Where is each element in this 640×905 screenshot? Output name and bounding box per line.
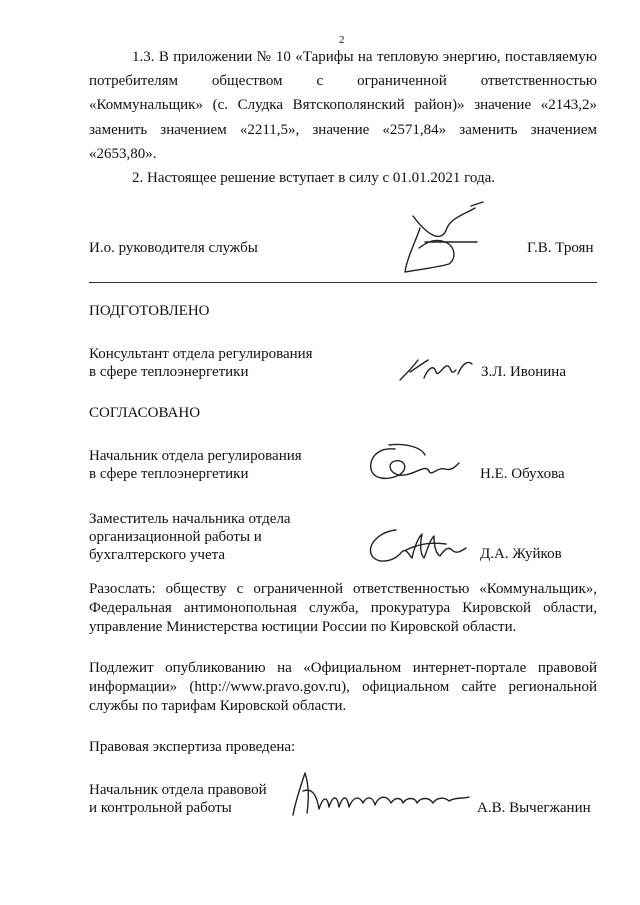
page-number: 2 — [339, 34, 345, 46]
head-signature-icon — [385, 198, 485, 280]
approved-person1-name: Н.Е. Обухова — [480, 466, 565, 482]
publication-line-3: службы по тарифам Кировской области. — [89, 698, 347, 714]
approved-person1-signature-icon — [365, 441, 463, 487]
item-1-3-line-3: «Коммунальщик» (с. Слудка Вятскополянский район)» значение «2143,2» — [89, 97, 597, 113]
head-signer-name: Г.В. Троян — [527, 240, 594, 256]
approved-person2-position-line-3: бухгалтерского учета — [89, 547, 226, 563]
legal-signer-position-line-2: и контрольной работы — [89, 800, 232, 816]
prepared-signature-icon — [398, 354, 476, 384]
approved-heading: СОГЛАСОВАНО — [89, 405, 201, 421]
prepared-name: З.Л. Ивонина — [481, 364, 566, 380]
prepared-position-line-1: Консультант отдела регулирования — [89, 346, 313, 362]
publication-line-1: Подлежит опубликованию на «Официальном интернет-портале правовой — [89, 660, 597, 676]
legal-review-note: Правовая экспертиза проведена: — [89, 739, 296, 755]
distribution-line-2: Федеральная антимонопольная служба, прокуратура Кировской области, — [89, 600, 597, 616]
legal-signer-name: А.В. Вычегжанин — [477, 800, 591, 816]
head-signer-position: И.о. руководителя службы — [89, 240, 258, 256]
item-2-paragraph: 2. Настоящее решение вступает в силу с 01.01.2021 года. — [132, 170, 496, 186]
legal-signer-position-line-1: Начальник отдела правовой — [89, 782, 267, 798]
distribution-line-1: Разослать: обществу с ограниченной ответственностью «Коммунальщик», — [89, 581, 597, 597]
distribution-line-3: управление Министерства юстиции России по Кировской области. — [89, 619, 517, 635]
publication-line-2: информации» (http://www.pravo.gov.ru), официальном сайте региональной — [89, 679, 597, 695]
approved-person1-position-line-1: Начальник отдела регулирования — [89, 448, 302, 464]
item-1-3-line-1: 1.3. В приложении № 10 «Тарифы на тепловую энергию, поставляемую — [132, 49, 597, 65]
approved-person2-name: Д.А. Жуйков — [480, 546, 562, 562]
approved-person1-position-line-2: в сфере теплоэнергетики — [89, 466, 249, 482]
approved-person2-signature-icon — [362, 524, 474, 568]
prepared-position-line-2: в сфере теплоэнергетики — [89, 364, 249, 380]
approved-person2-position-line-2: организационной работы и — [89, 529, 262, 545]
prepared-heading: ПОДГОТОВЛЕНО — [89, 303, 210, 319]
approved-person2-position-line-1: Заместитель начальника отдела — [89, 511, 291, 527]
section-divider — [89, 282, 597, 283]
item-1-3-line-2: потребителям обществом с ограниченной ответственностью — [89, 73, 597, 89]
item-1-3-line-4: заменить значением «2211,5», значение «2571,84» заменить значением — [89, 122, 597, 138]
legal-signature-icon — [287, 767, 473, 821]
item-1-3-line-5: «2653,80». — [89, 146, 157, 162]
